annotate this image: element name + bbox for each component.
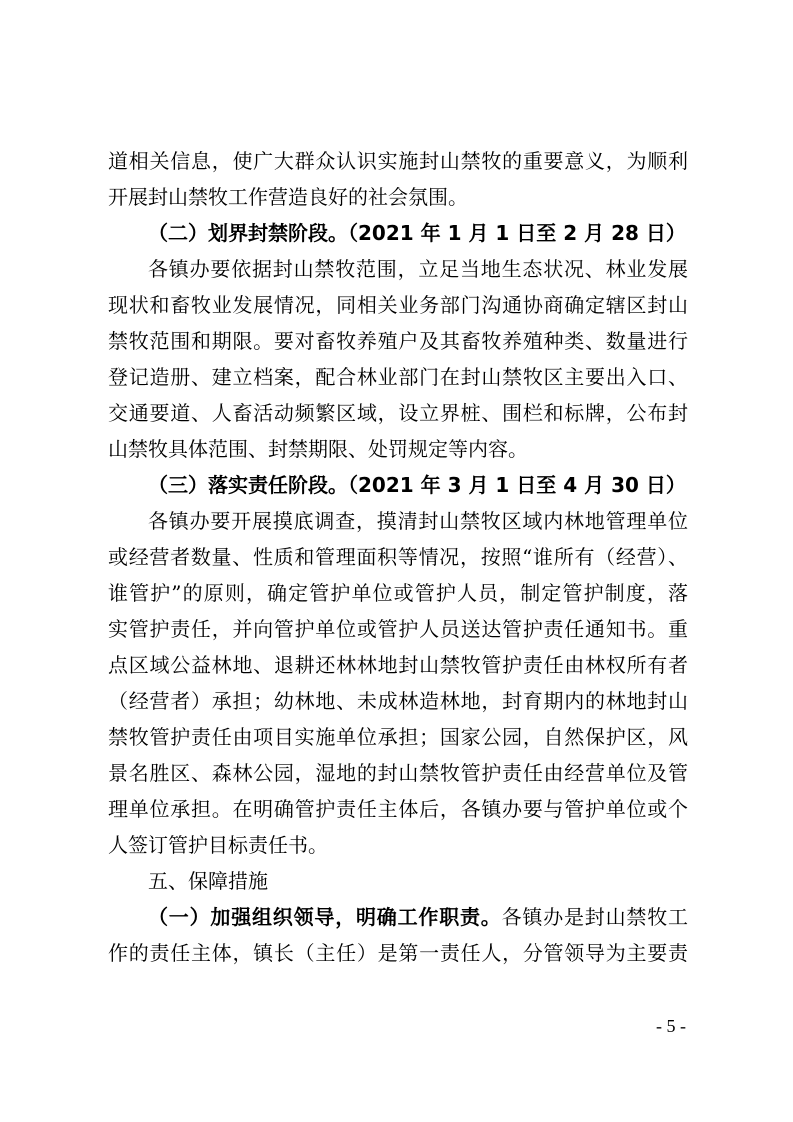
paragraph-line: 理单位承担。在明确管护责任主体后，各镇办要与管护单位或个	[108, 797, 688, 821]
paragraph-line: 交通要道、人畜活动频繁区域，设立界桩、围栏和标牌，公布封	[108, 401, 688, 425]
item-heading: （一）加强组织领导，明确工作职责。	[148, 905, 502, 929]
paragraph-line: （经营者）承担；幼林地、未成林造林地，封育期内的林地封山	[108, 689, 688, 713]
paragraph-line: 各镇办要开展摸底调查，摸清封山禁牧区域内林地管理单位	[148, 509, 688, 533]
item-text: 各镇办是封山禁牧工	[501, 905, 688, 929]
paragraph-line: 或经营者数量、性质和管理面积等情况，按照“谁所有（经营）、	[108, 545, 688, 569]
paragraph-line: 禁牧管护责任由项目实施单位承担；国家公园，自然保护区，风	[108, 725, 688, 749]
paragraph-line: 作的责任主体，镇长（主任）是第一责任人，分管领导为主要责	[108, 941, 688, 965]
paragraph-line: 各镇办要依据封山禁牧范围，立足当地生态状况、林业发展	[148, 257, 688, 281]
paragraph-line: 人签订管护目标责任书。	[108, 833, 328, 857]
paragraph-line: 现状和畜牧业发展情况，同相关业务部门沟通协商确定辖区封山	[108, 293, 688, 317]
paragraph-line: 实管护责任，并向管护单位或管护人员送达管护责任通知书。重	[108, 617, 688, 641]
section-title: 五、保障措施	[148, 869, 268, 893]
paragraph-line: 山禁牧具体范围、封禁期限、处罚规定等内容。	[108, 437, 528, 461]
section-heading: （二）划界封禁阶段。（2021 年 1 月 1 日至 2 月 28 日）	[148, 221, 686, 245]
paragraph-line: 禁牧范围和期限。要对畜牧养殖户及其畜牧养殖种类、数量进行	[108, 329, 688, 353]
section-heading: （三）落实责任阶段。（2021 年 3 月 1 日至 4 月 30 日）	[148, 473, 686, 497]
paragraph-line: 道相关信息，使广大群众认识实施封山禁牧的重要意义，为顺利	[108, 149, 688, 173]
paragraph-line: 谁管护”的原则，确定管护单位或管护人员，制定管护制度，落	[108, 581, 688, 605]
paragraph-line: 点区域公益林地、退耕还林林地封山禁牧管护责任由林权所有者	[108, 653, 688, 677]
paragraph-line	[148, 899, 688, 935]
paragraph-line: 开展封山禁牧工作营造良好的社会氛围。	[108, 185, 468, 209]
page-number: - 5 -	[656, 1016, 686, 1036]
paragraph-line: 景名胜区、森林公园，湿地的封山禁牧管护责任由经营单位及管	[108, 761, 688, 785]
paragraph-line: 登记造册、建立档案，配合林业部门在封山禁牧区主要出入口、	[108, 365, 688, 389]
